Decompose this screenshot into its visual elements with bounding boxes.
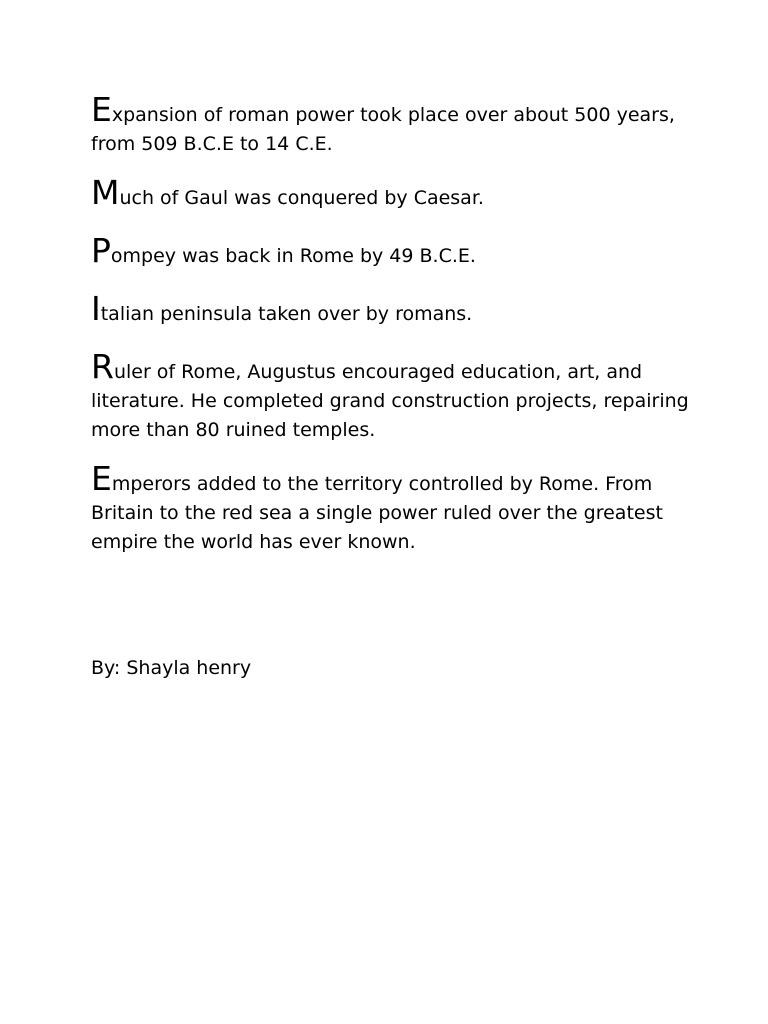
- stanza-initial: I: [91, 289, 101, 328]
- stanza-m-much: [91, 173, 691, 213]
- stanza-initial: P: [91, 231, 111, 270]
- stanza-text: uch of Gaul was conquered by Caesar.: [119, 187, 484, 209]
- stanza-p-pompey: [91, 231, 691, 271]
- stanza-text: uler of Rome, Augustus encouraged education, art, and literature. He completed grand construction projects, repairing more than 80 ruined temples.: [91, 361, 689, 441]
- stanza-e-expansion: [91, 90, 691, 159]
- stanza-text: mperors added to the territory controlled by Rome. From Britain to the red sea a single power ruled over the greatest empire the world has ever known.: [91, 473, 663, 553]
- author-byline: By: Shayla henry: [91, 657, 252, 679]
- stanza-initial: E: [91, 90, 112, 129]
- stanza-r-ruler: [91, 347, 691, 445]
- stanza-initial: R: [91, 347, 114, 386]
- stanza-text: talian peninsula taken over by romans.: [100, 303, 473, 325]
- stanza-initial: M: [91, 173, 120, 212]
- stanza-initial: E: [91, 459, 112, 498]
- stanza-e-emperors: [91, 459, 691, 557]
- stanza-text: xpansion of roman power took place over about 500 years, from 509 B.C.E to 14 C.E.: [91, 104, 675, 155]
- stanza-i-italian: [91, 289, 691, 329]
- stanza-text: ompey was back in Rome by 49 B.C.E.: [110, 245, 476, 267]
